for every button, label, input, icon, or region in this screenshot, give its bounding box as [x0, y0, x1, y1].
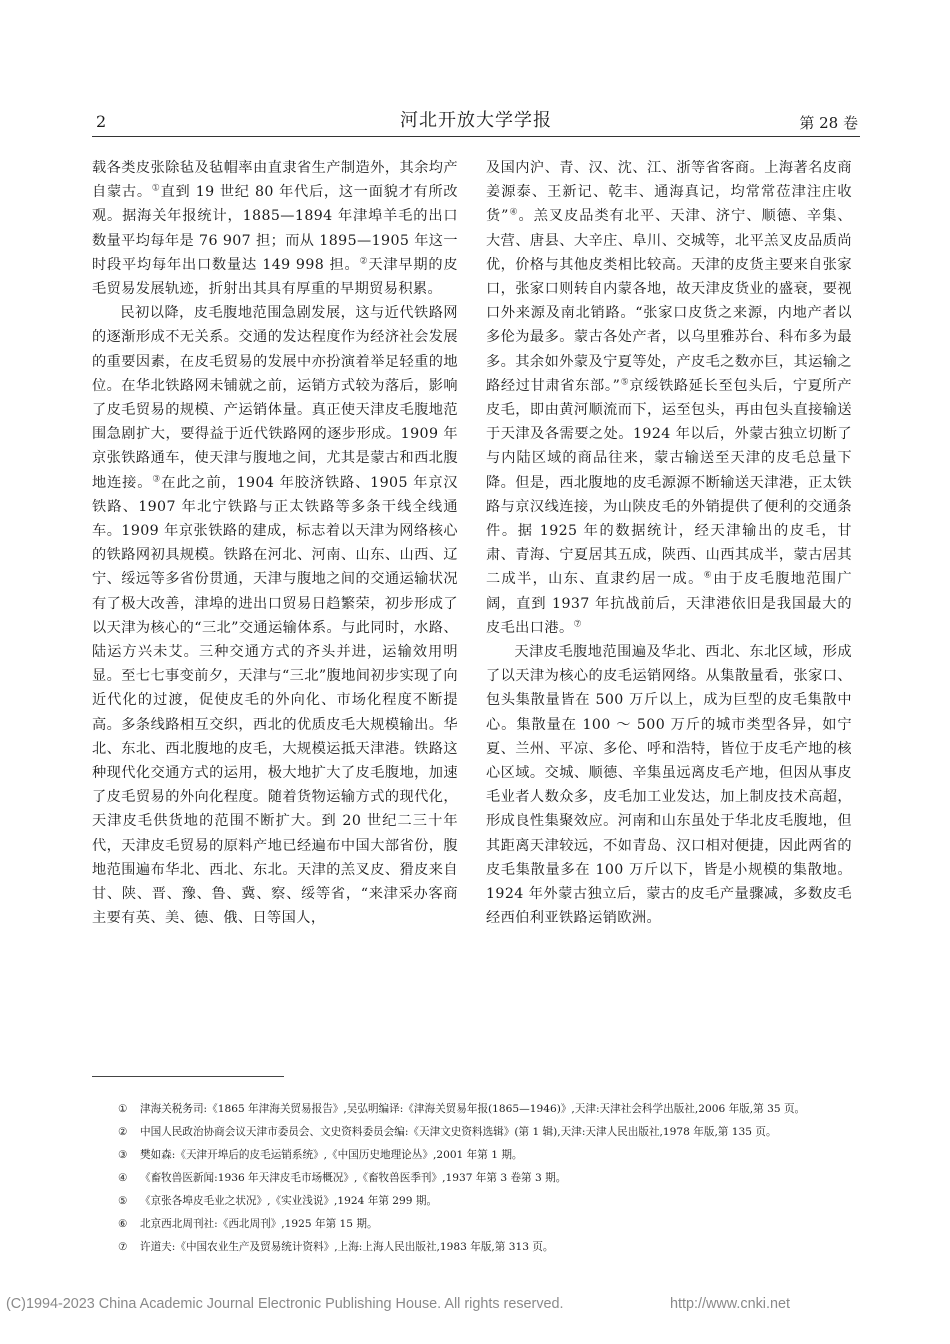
- footnote-marker[interactable]: ④: [508, 207, 519, 218]
- footnotes: [118, 1098, 858, 1259]
- paragraph-text: 由于皮毛腹地范围广阔，直到 1937 年抗战前后，天津港依旧是我国最大的皮毛出口港。: [486, 571, 853, 636]
- footnote-item: [118, 1121, 858, 1144]
- footnote-text: 许道夫:《中国农业生产及贸易统计资料》,上海:上海人民出版社,1983 年版,第 313 页。: [140, 1241, 554, 1253]
- paragraph-text: 直到 19 世纪 80 年代后，这一面貌才有所改观。据海关年报统计，1885—1894 年津埠羊毛的出口数量平均每年是 76 907 担；而从 1895—1905 年这一时段平均每年出口数量达 149 998 担。: [92, 184, 459, 273]
- footnote-item: [118, 1144, 858, 1167]
- paragraph-text: 民初以降，皮毛腹地范围急剧发展，这与近代铁路网的逐渐形成不无关系。交通的发达程度作为经济社会发展的重要因素，在皮毛贸易的发展中亦扮演着举足轻重的地位。在华北铁路网未铺就之前，运销方式较为落后，影响了皮毛贸易的规模、产运销体量。真正使天津皮毛腹地范围急剧扩大，要得益于近代铁路网的逐步形成。1909 年京张铁路通车，使天津与腹地之间，尤其是蒙古和西北腹地连接。: [92, 305, 458, 491]
- footnote-number: ⑥: [118, 1218, 128, 1230]
- footnote-marker[interactable]: ⑤: [620, 377, 630, 388]
- footnote-number: ②: [118, 1126, 128, 1138]
- footnote-marker[interactable]: ⑦: [573, 619, 582, 630]
- right-column: [486, 156, 852, 931]
- footnote-text: 《畜牧兽医新闻:1936 年天津皮毛市场概况》,《畜牧兽医季刊》,1937 年第 3 卷第 3 期。: [140, 1172, 567, 1184]
- footnote-item: [118, 1213, 858, 1236]
- body-paragraph: [486, 640, 852, 930]
- footnote-text: 中国人民政治协商会议天津市委员会、文史资料委员会编:《天津文史资料选辑》(第 1 辑),天津:天津人民出版社,1978 年版,第 135 页。: [140, 1126, 777, 1138]
- volume-label: 第 28 卷: [799, 114, 858, 132]
- header-rule: [92, 136, 860, 137]
- footnote-item: [118, 1190, 858, 1213]
- footnote-marker[interactable]: ⑥: [703, 570, 714, 581]
- paragraph-text: 及国内沪、青、汉、沈、江、浙等省客商。上海著名皮商姜源泰、王新记、乾丰、通海真记，均常常莅津注庄收货”: [486, 160, 852, 225]
- paragraph-text: 天津皮毛腹地范围遍及华北、西北、东北区域，形成了以天津为核心的皮毛运销网络。从集散量看，张家口、包头集散量皆在 500 万斤以上，成为巨型的皮毛集散中心。集散量在 100 ～ 500 万斤的城市类型各异，如宁夏、兰州、平凉、多伦、呼和浩特，皆位于皮毛产地的核心区域。交城、顺德、辛集虽远离皮毛产地，但因从事皮毛业者人数众多，皮毛加工业发达，加上制皮技术高超，形成良性集聚效应。河南和山东虽处于华北皮毛腹地，但其距离天津较远，不如青岛、汉口相对便捷，因此两省的皮毛集散量多在 100 万斤以下，皆是小规模的集散地。1924 年外蒙古独立后，蒙古的皮毛产量骤减，多数皮毛经西伯利亚铁路运销欧洲。: [486, 644, 852, 927]
- website-link[interactable]: http://www.cnki.net: [670, 1296, 790, 1312]
- body-paragraph: [92, 156, 458, 301]
- footnote-marker[interactable]: ①: [151, 183, 161, 194]
- left-column: [92, 156, 458, 931]
- footnote-text: 北京西北周刊社:《西北周刊》,1925 年第 15 期。: [140, 1218, 378, 1230]
- paragraph-text: 天津早期的皮毛贸易发展轨迹，折射出其具有厚重的早期贸易积累。: [92, 256, 459, 298]
- page-number: 2: [96, 112, 107, 131]
- footnote-separator: [92, 1076, 284, 1077]
- paragraph-text: 在此之前，1904 年胶济铁路、1905 年京汉铁路、1907 年北宁铁路与正太铁路等多条干线全线通车。1909 年京张铁路的建成，标志着以天津为网络核心的铁路网初具规模。铁路在河北、河南、山东、山西、辽宁、绥远等多省份贯通，天津与腹地之间的交通运输状况有了极大改善，津埠的进出口贸易日趋繁荣，初步形成了以天津为核心的“三北”交通运输体系。与此同时，水路、陆运方兴未艾。三种交通方式的齐头并进，运输效用明显。至七七事变前夕，天津与“三北”腹地间初步实现了向近代化的过渡，促使皮毛的外向化、市场化程度不断提高。多条线路相互交织，西北的优质皮毛大规模输出。华北、东北、西北腹地的皮毛，大规模运抵天津港。铁路这种现代化交通方式的运用，极大地扩大了皮毛腹地，加速了皮毛贸易的外向化程度。随着货物运输方式的现代化，天津皮毛供货地的范围不断扩大。到 20 世纪二三十年代，天津皮毛贸易的原料产地已经遍布中国大部省份，腹地范围遍布华北、西北、东北。天津的羔叉皮、猾皮来自甘、陕、晋、豫、鲁、冀、察、绥等省，“来津采办客商主要有英、美、德、俄、日等国人，: [92, 474, 459, 927]
- footnote-text: 樊如森:《天津开埠后的皮毛运销系统》,《中国历史地理论丛》,2001 年第 1 期。: [140, 1149, 523, 1161]
- body-paragraph: [92, 301, 458, 930]
- body-paragraph: [486, 156, 852, 640]
- footnote-item: [118, 1236, 858, 1259]
- paragraph-text: 。羔叉皮品类有北平、天津、济宁、顺德、辛集、大营、唐县、大辛庄、阜川、交城等，北平羔叉皮品质尚优，价格与其他皮类相比较高。天津的皮货主要来自张家口，张家口则转自内蒙各地，故天津皮货业的盛衰，要视口外来源及南北销路。“张家口皮货之来源，内地产者以多伦为最多。蒙古各处产者，以乌里雅苏台、科布多为最多。其余如外蒙及宁夏等处，产皮毛之数亦巨，其运输之路经过甘肃省东部。”: [486, 208, 852, 394]
- footnote-item: [118, 1167, 858, 1190]
- paragraph-text: 载各类皮张除毡及毡帽率由直隶省生产制造外，其余均产自蒙古。: [92, 160, 458, 201]
- footnote-text: 津海关税务司:《1865 年津海关贸易报告》,吴弘明编译:《津海关贸易年报(1865—1946)》,天津:天津社会科学出版社,2006 年版,第 35 页。: [140, 1103, 806, 1115]
- footnote-number: ④: [118, 1172, 128, 1184]
- footnote-item: [118, 1098, 858, 1121]
- footnote-number: ③: [118, 1149, 128, 1161]
- footnote-text: 《京张各埠皮毛业之状况》,《实业浅说》,1924 年第 299 期。: [140, 1195, 438, 1207]
- copyright-notice: (C)1994-2023 China Academic Journal Electronic Publishing House. All rights reserved.: [6, 1296, 564, 1312]
- footnote-marker[interactable]: ②: [359, 256, 369, 267]
- footnote-number: ⑤: [118, 1195, 128, 1207]
- paragraph-text: 京绥铁路延长至包头后，宁夏所产皮毛，即由黄河顺流而下，运至包头，再由包头直接输送于天津及各需要之处。1924 年以后，外蒙古独立切断了与内陆区域的商品往来，蒙古输送至天津的皮毛总量下降。但是，西北腹地的皮毛源源不断输送天津港，正太铁路与京汉线连接，为山陕皮毛的外销提供了便利的交通条件。据 1925 年的数据统计，经天津输出的皮毛，甘肃、青海、宁夏居其五成，陕西、山西其成半，蒙古居其二成半，山东、直隶约居一成。: [486, 377, 852, 588]
- journal-title: 河北开放大学学报: [400, 110, 552, 131]
- footnote-number: ⑦: [118, 1241, 128, 1253]
- page-header: [94, 104, 858, 134]
- footnote-number: ①: [118, 1103, 128, 1115]
- footnote-marker[interactable]: ③: [152, 473, 162, 484]
